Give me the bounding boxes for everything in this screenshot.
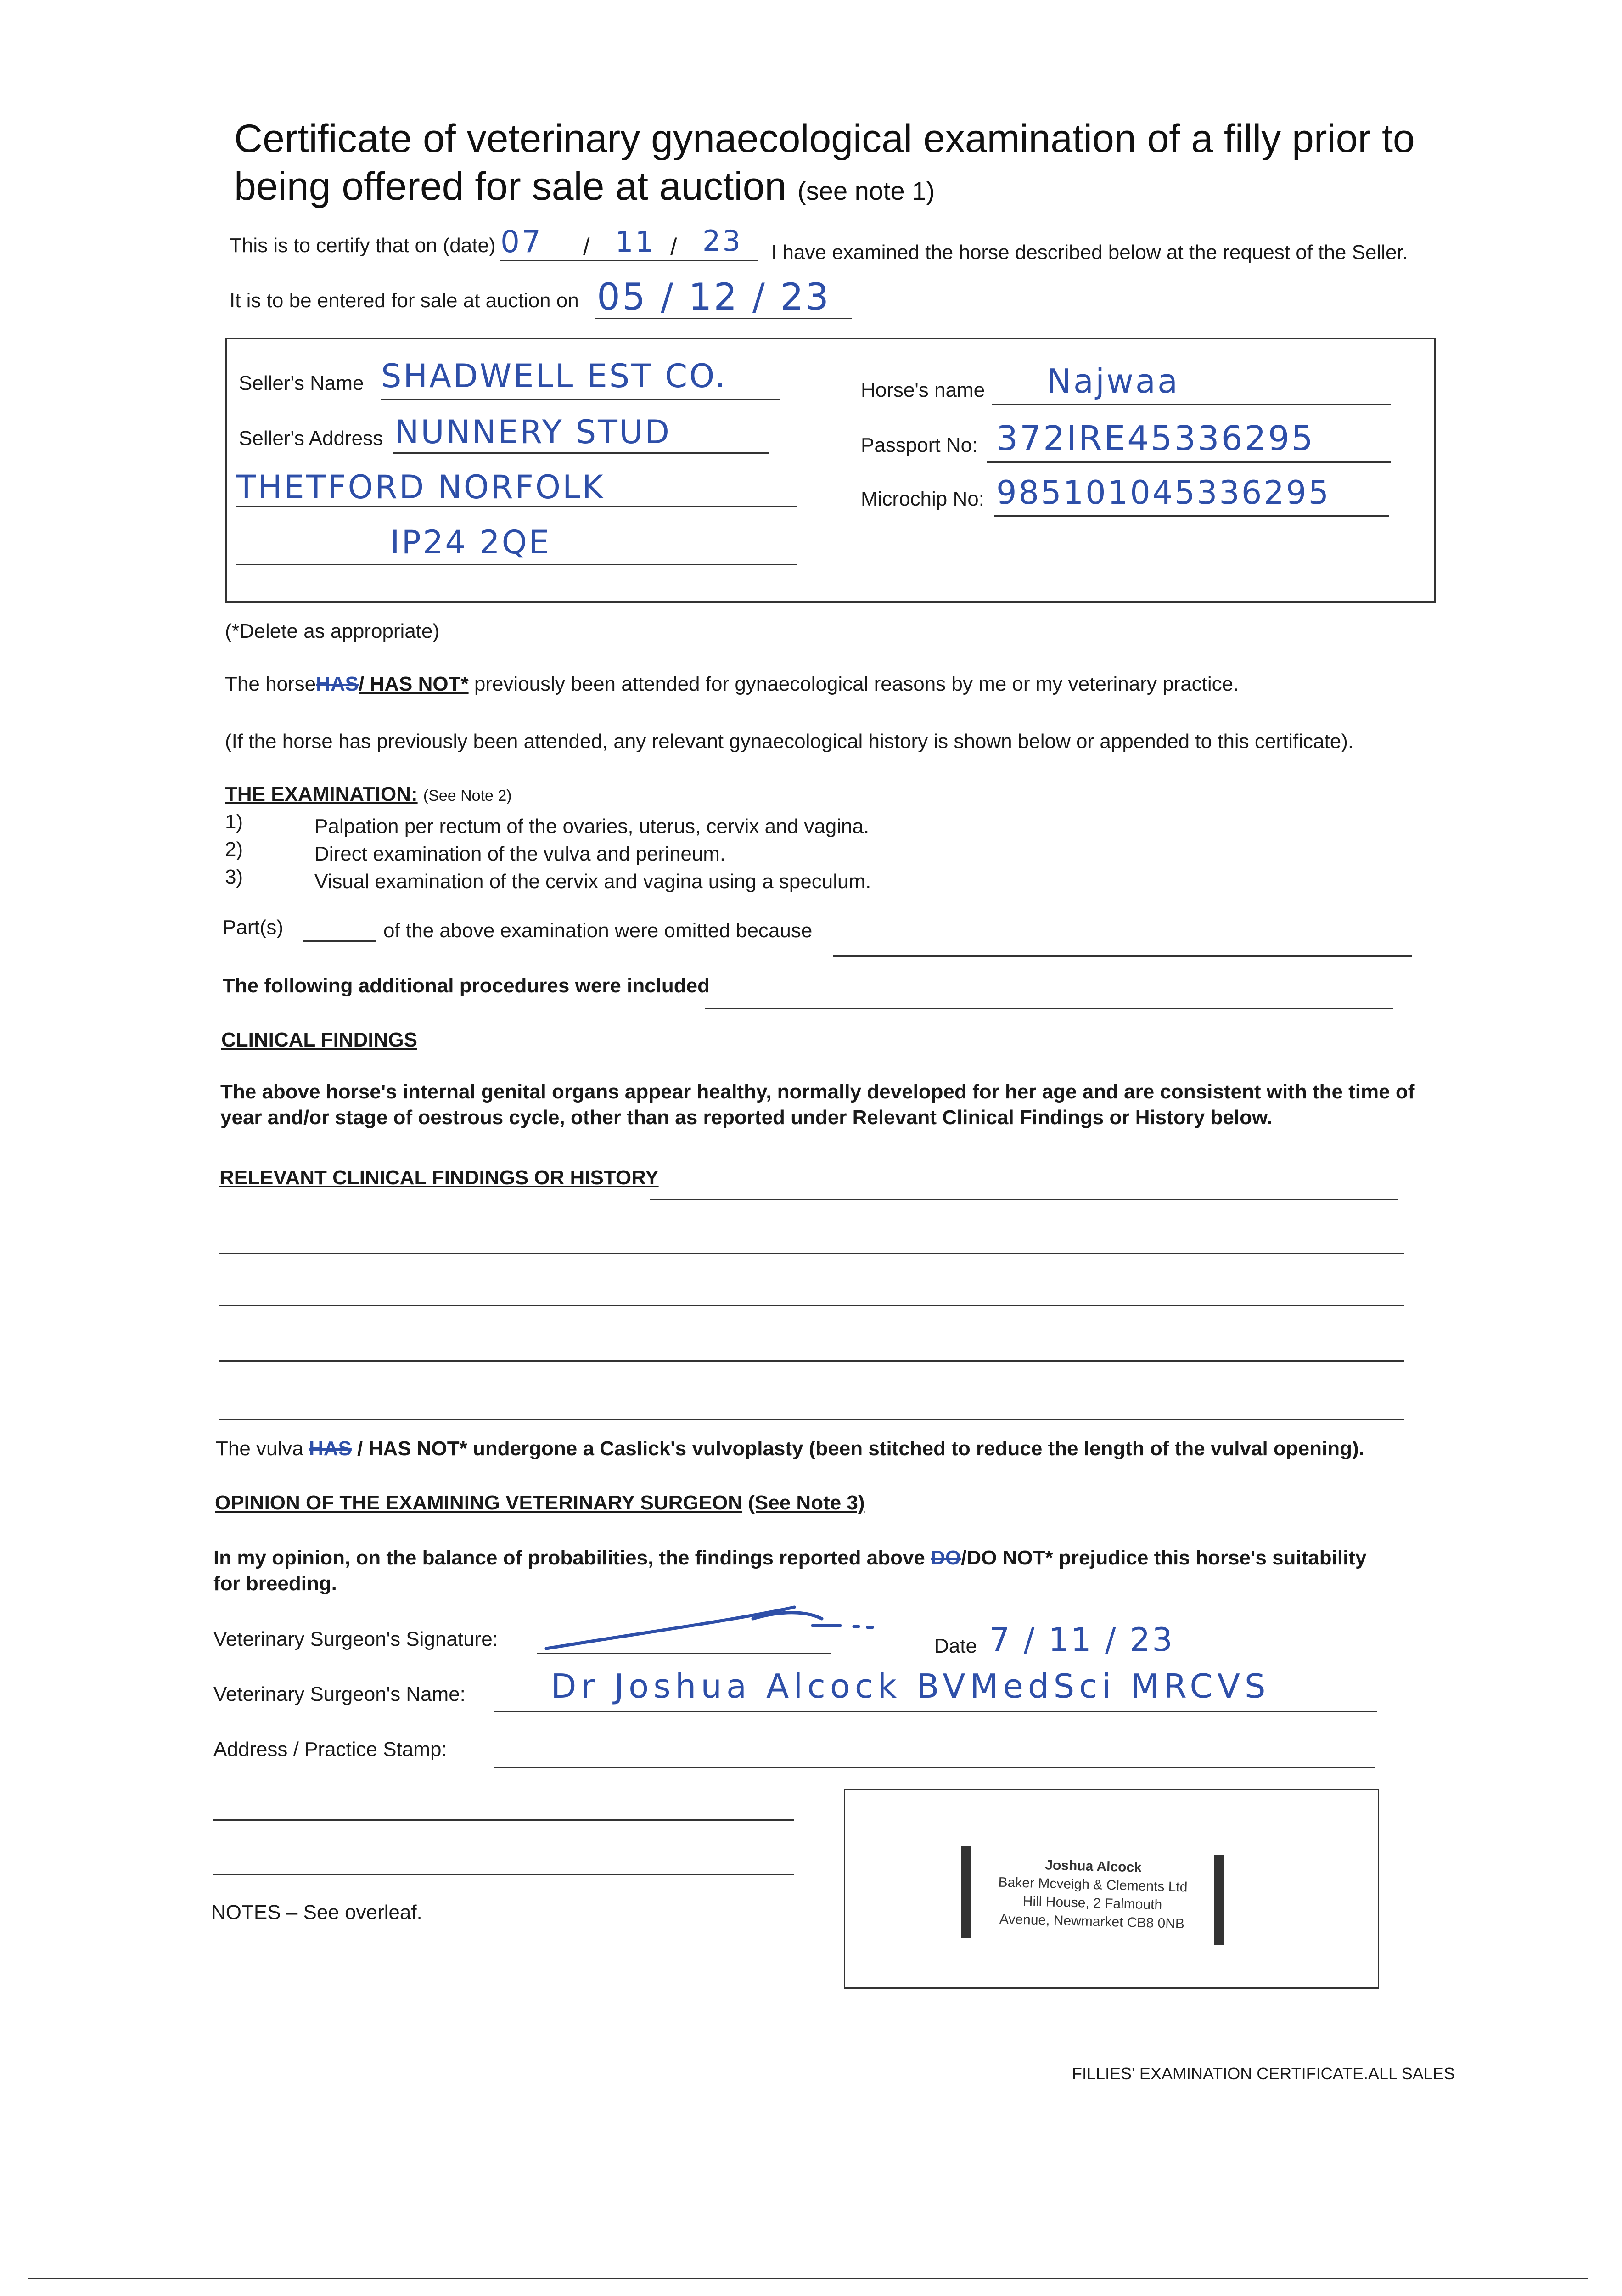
- practice-stamp: [975, 1854, 1211, 1934]
- vulva-statement: [216, 1437, 1364, 1460]
- clinical-findings-heading: CLINICAL FINDINGS: [221, 1029, 417, 1051]
- exam-date-year[interactable]: 23: [702, 224, 742, 258]
- exam-item-num: 3): [225, 866, 243, 888]
- additional-procedures-line[interactable]: [705, 1008, 1393, 1009]
- stamp-line: Joshua Alcock: [1044, 1857, 1142, 1875]
- attended-statement: [225, 673, 1239, 696]
- date-separator: /: [670, 234, 677, 260]
- passport-label: Passport No:: [861, 434, 978, 456]
- exam-date-day[interactable]: 07: [500, 224, 543, 259]
- address-line[interactable]: [494, 1767, 1375, 1768]
- findings-line[interactable]: [650, 1199, 1398, 1200]
- exam-item-text: Palpation per rectum of the ovaries, uterus, cervix and vagina.: [314, 815, 870, 838]
- exam-item-text: Visual examination of the cervix and vagina using a speculum.: [314, 870, 871, 893]
- vet-date-label: Date: [934, 1635, 977, 1657]
- attended-has-not: / HAS NOT*: [359, 673, 469, 695]
- exam-date-month[interactable]: 11: [615, 225, 655, 259]
- seller-address-line1[interactable]: NUNNERY STUD: [395, 413, 672, 451]
- opinion-heading: [215, 1491, 865, 1514]
- exam-item-text: Direct examination of the vulva and perineum.: [314, 843, 726, 865]
- findings-line[interactable]: [219, 1419, 1404, 1420]
- opinion-heading-text: OPINION OF THE EXAMINING VETERINARY SURGEON: [215, 1491, 743, 1514]
- attended-has-struck: HAS: [316, 673, 359, 695]
- examination-heading-note: (See Note 2): [423, 787, 512, 805]
- vulva-has-struck: HAS: [309, 1437, 352, 1460]
- seller-name-label: Seller's Name: [239, 372, 364, 394]
- examination-heading-text: THE EXAMINATION:: [225, 783, 418, 805]
- opinion-prefix: In my opinion, on the balance of probabilities, the findings reported above: [213, 1547, 925, 1569]
- auction-date[interactable]: 05 / 12 / 23: [597, 276, 831, 318]
- stamp-line: Hill House, 2 Falmouth: [1022, 1894, 1162, 1913]
- document-title: [234, 115, 1474, 215]
- stamp-line: Avenue, Newmarket CB8 0NB: [999, 1911, 1185, 1932]
- address-line[interactable]: [213, 1819, 794, 1821]
- seller-name-value[interactable]: SHADWELL EST CO.: [381, 357, 727, 395]
- findings-line[interactable]: [219, 1305, 1404, 1306]
- seller-address-line3[interactable]: IP24 2QE: [390, 523, 551, 561]
- vulva-prefix: The vulva: [216, 1437, 303, 1460]
- certify-suffix: I have examined the horse described below at the request of the Seller.: [771, 241, 1408, 264]
- clinical-statement: The above horse's internal genital organs appear healthy, normally developed for her age and are consistent with the time of year and/or stage of oestrous cycle, other than as reported under Relevant Clinical Findings or History below.: [220, 1080, 1415, 1129]
- opinion-heading-note: (See Note 3): [748, 1491, 865, 1514]
- opinion-statement: [213, 1545, 1389, 1597]
- omitted-suffix: of the above examination were omitted because: [383, 919, 813, 942]
- stamp-bar-right: [1214, 1855, 1224, 1945]
- seller-address-line2[interactable]: THETFORD NORFOLK: [236, 468, 605, 506]
- address-line[interactable]: [213, 1874, 794, 1875]
- findings-line[interactable]: [219, 1360, 1404, 1362]
- footer-label: FILLIES' EXAMINATION CERTIFICATE.ALL SALES: [1072, 2064, 1455, 2083]
- signature-label: Veterinary Surgeon's Signature:: [213, 1628, 498, 1650]
- additional-procedures: The following additional procedures were included: [223, 974, 710, 997]
- stamp-bar-left: [961, 1846, 971, 1938]
- auction-prefix: It is to be entered for sale at auction on: [230, 289, 579, 312]
- date-separator: /: [583, 234, 590, 260]
- omitted-prefix: Part(s): [223, 916, 283, 939]
- omitted-reason-line[interactable]: [833, 955, 1412, 957]
- delete-note: (*Delete as appropriate): [225, 620, 440, 642]
- exam-item-num: 1): [225, 810, 243, 833]
- certify-prefix: This is to certify that on (date): [230, 234, 496, 257]
- opinion-suffix: /DO NOT* prejudice this horse's suitability for breeding.: [213, 1547, 1367, 1595]
- title-note: (see note 1): [797, 176, 935, 205]
- vet-date-value[interactable]: 7 / 11 / 23: [989, 1621, 1174, 1659]
- opinion-do-struck: DO: [931, 1547, 961, 1569]
- signature-scrawl: [537, 1593, 886, 1662]
- vulva-suffix: / HAS NOT* undergone a Caslick's vulvoplasty (been stitched to reduce the length of the vulval opening).: [357, 1437, 1364, 1460]
- vet-name-value[interactable]: Dr Joshua Alcock BVMedSci MRCVS: [551, 1667, 1270, 1705]
- page-bottom-rule: [28, 2278, 1588, 2279]
- microchip-value[interactable]: 985101045336295: [996, 474, 1331, 512]
- seller-address-label: Seller's Address: [239, 427, 383, 450]
- address-stamp-label: Address / Practice Stamp:: [213, 1738, 447, 1761]
- history-note: (If the horse has previously been attended, any relevant gynaecological history is shown below or appended to this certificate).: [225, 730, 1354, 753]
- relevant-findings-heading: RELEVANT CLINICAL FINDINGS OR HISTORY: [219, 1166, 659, 1189]
- title-main: Certificate of veterinary gynaecological examination of a filly prior to being offered for sale at auction: [234, 117, 1415, 208]
- attended-suffix: previously been attended for gynaecological reasons by me or my veterinary practice.: [474, 673, 1239, 695]
- horse-name-value[interactable]: Najwaa: [1047, 362, 1180, 400]
- microchip-label: Microchip No:: [861, 488, 984, 510]
- examination-heading: [225, 783, 512, 806]
- stamp-line: Baker Mcveigh & Clements Ltd: [998, 1874, 1188, 1895]
- passport-value[interactable]: 372IRE45336295: [996, 419, 1315, 458]
- findings-line[interactable]: [219, 1253, 1404, 1254]
- attended-prefix: The horse: [225, 673, 316, 695]
- vet-name-label: Veterinary Surgeon's Name:: [213, 1683, 466, 1705]
- exam-item-num: 2): [225, 838, 243, 861]
- horse-name-label: Horse's name: [861, 379, 985, 401]
- notes-overleaf: NOTES – See overleaf.: [211, 1901, 422, 1924]
